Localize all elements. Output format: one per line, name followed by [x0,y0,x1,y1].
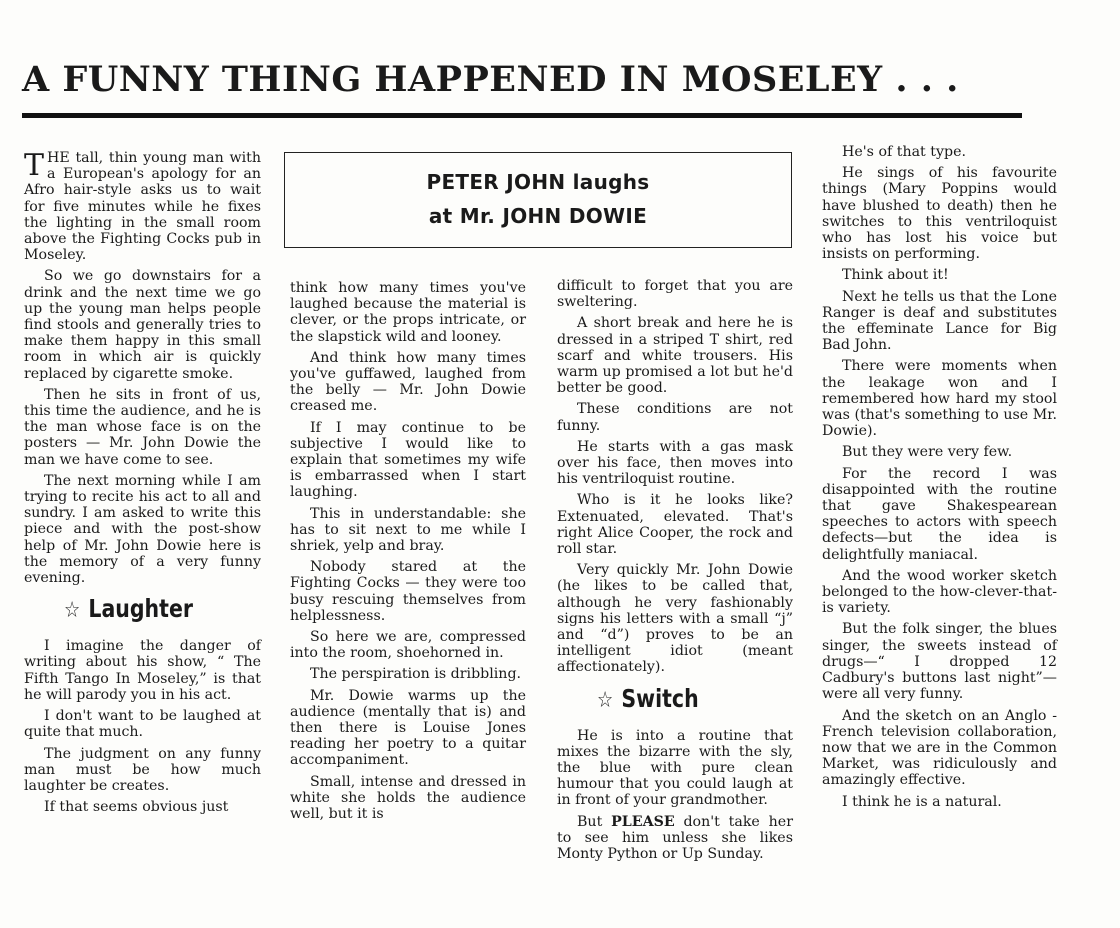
subhead-laughter: ☆ Laughter [64,594,193,624]
star-icon: ☆ [64,598,81,624]
paragraph: Next he tells us that the Lone Ranger is deaf and substitutes the effeminate Lance for Big Bad John. [822,288,1057,354]
paragraph: There were moments when the leakage won and I remembered how hard my stool was (that's something to use Mr. Dowie). [822,358,1057,440]
paragraph: He's of that type. [842,144,966,160]
paragraph: difficult to forget that you are sweltering. [557,278,793,311]
paragraph: But PLEASE don't take her to see him unless she likes Monty Python or Up Sunday. [557,813,793,863]
paragraph: The next morning while I am trying to recite his act to all and sundry. I am asked to write this piece and with the post-show help of Mr. John Dowie here is the memory of a very funny evening. [24,472,261,587]
paragraph: If that seems obvious just [44,799,229,816]
column-1 [24,150,261,820]
paragraph: He starts with a gas mask over his face, then moves into his ventriloquist routine. [557,438,793,488]
headline: A FUNNY THING HAPPENED IN MOSELEY . . . [22,59,959,100]
paragraph: Very quickly Mr. John Dowie (he likes to be called that, although he very fashionably signs his letters with a small “j” and “d”) proves to be an intelligent idiot (meant affectionately). [557,562,793,676]
column-4 [822,144,1057,815]
paragraph: So here we are, compressed into the room, shoehorned in. [290,629,526,662]
drop-cap: T [24,148,45,183]
column-2 [290,280,526,827]
paragraph: For the record I was disappointed with the routine that gave Shakespearean speeches to actors with speech defects—but the idea is delightfully maniacal. [822,465,1057,563]
paragraph: He sings of his favourite things (Mary Poppins would have blushed to death) then he switches to this ventriloquist who has lost his voice but insists on performing. [822,165,1057,263]
paragraph: He is into a routine that mixes the bizarre with the sly, the blue with pure clean humour that you could laugh at in front of your grandmother. [557,727,793,809]
byline-line-2: at Mr. JOHN DOWIE [428,204,648,228]
star-icon: ☆ [597,687,614,713]
paragraph: But they were very few. [842,444,1013,461]
headline-rule [22,113,1022,118]
paragraph: If I may continue to be subjective I would like to explain that sometimes my wife is embarrassed when I start laughing. [290,419,526,501]
paragraph: THE tall, thin young man with a European's apology for an Afro hair-style asks us to wait for five minutes while he fixes the lighting in the small room above the Fighting Cocks pub in Moseley. [24,148,261,264]
paragraph: Small, intense and dressed in white she holds the audience well, but it is [290,773,526,823]
paragraph: These conditions are not funny. [557,401,793,434]
byline-line-1: PETER JOHN laughs [426,170,650,194]
paragraph: Nobody stared at the Fighting Cocks — they were too busy rescuing themselves from helplessness. [290,559,526,624]
paragraph: Mr. Dowie warms up the audience (mentally that is) and then there is Louise Jones reading her poetry to a quitar accompaniment. [290,687,526,769]
paragraph: Then he sits in front of us, this time the audience, and he is the man whose face is on the posters — Mr. John Dowie the man we have come to see. [24,386,261,468]
paragraph: I think he is a natural. [842,793,1002,810]
paragraph: This in understandable: she has to sit next to me while I shriek, yelp and bray. [290,505,526,555]
paragraph: Think about it! [842,267,949,284]
paragraph: think how many times you've laughed because the material is clever, or the props intricate, or the slapstick wild and looney. [290,280,526,345]
paragraph: The judgment on any funny man must be how much laughter be creates. [24,745,261,794]
column-3 [557,278,793,867]
paragraph: I don't want to be laughed at quite that much. [24,708,261,741]
byline-box [284,152,792,248]
paragraph: And the wood worker sketch belonged to the how-clever-that-is variety. [822,567,1057,617]
paragraph: And the sketch on an Anglo - French television collaboration, now that we are in the Common Market, was ridiculously and amazingly effective. [822,707,1057,789]
paragraph: But the folk singer, the blues singer, the sweets instead of drugs—“ I dropped 12 Cadbury's buttons last night”—were all very funny. [822,621,1057,703]
paragraph: I imagine the danger of writing about his show, “ The Fifth Tango In Moseley,” is that he will parody you in his act. [24,638,261,703]
subhead-switch: ☆ Switch [597,683,699,713]
paragraph: A short break and here he is dressed in a striped T shirt, red scarf and white trousers. His warm up promised a lot but he'd better be good. [557,315,793,397]
paragraph: The perspiration is dribbling. [310,666,522,683]
paragraph: So we go downstairs for a drink and the next time we go up the young man helps people find stools and generally tries to make them happy in this small room in which air is quickly replaced by cigarette smoke. [24,268,261,382]
paragraph: And think how many times you've guffawed, laughed from the belly — Mr. John Dowie creased me. [290,349,526,415]
paragraph: Who is it he looks like? Extenuated, elevated. That's right Alice Cooper, the rock and roll star. [557,492,793,558]
